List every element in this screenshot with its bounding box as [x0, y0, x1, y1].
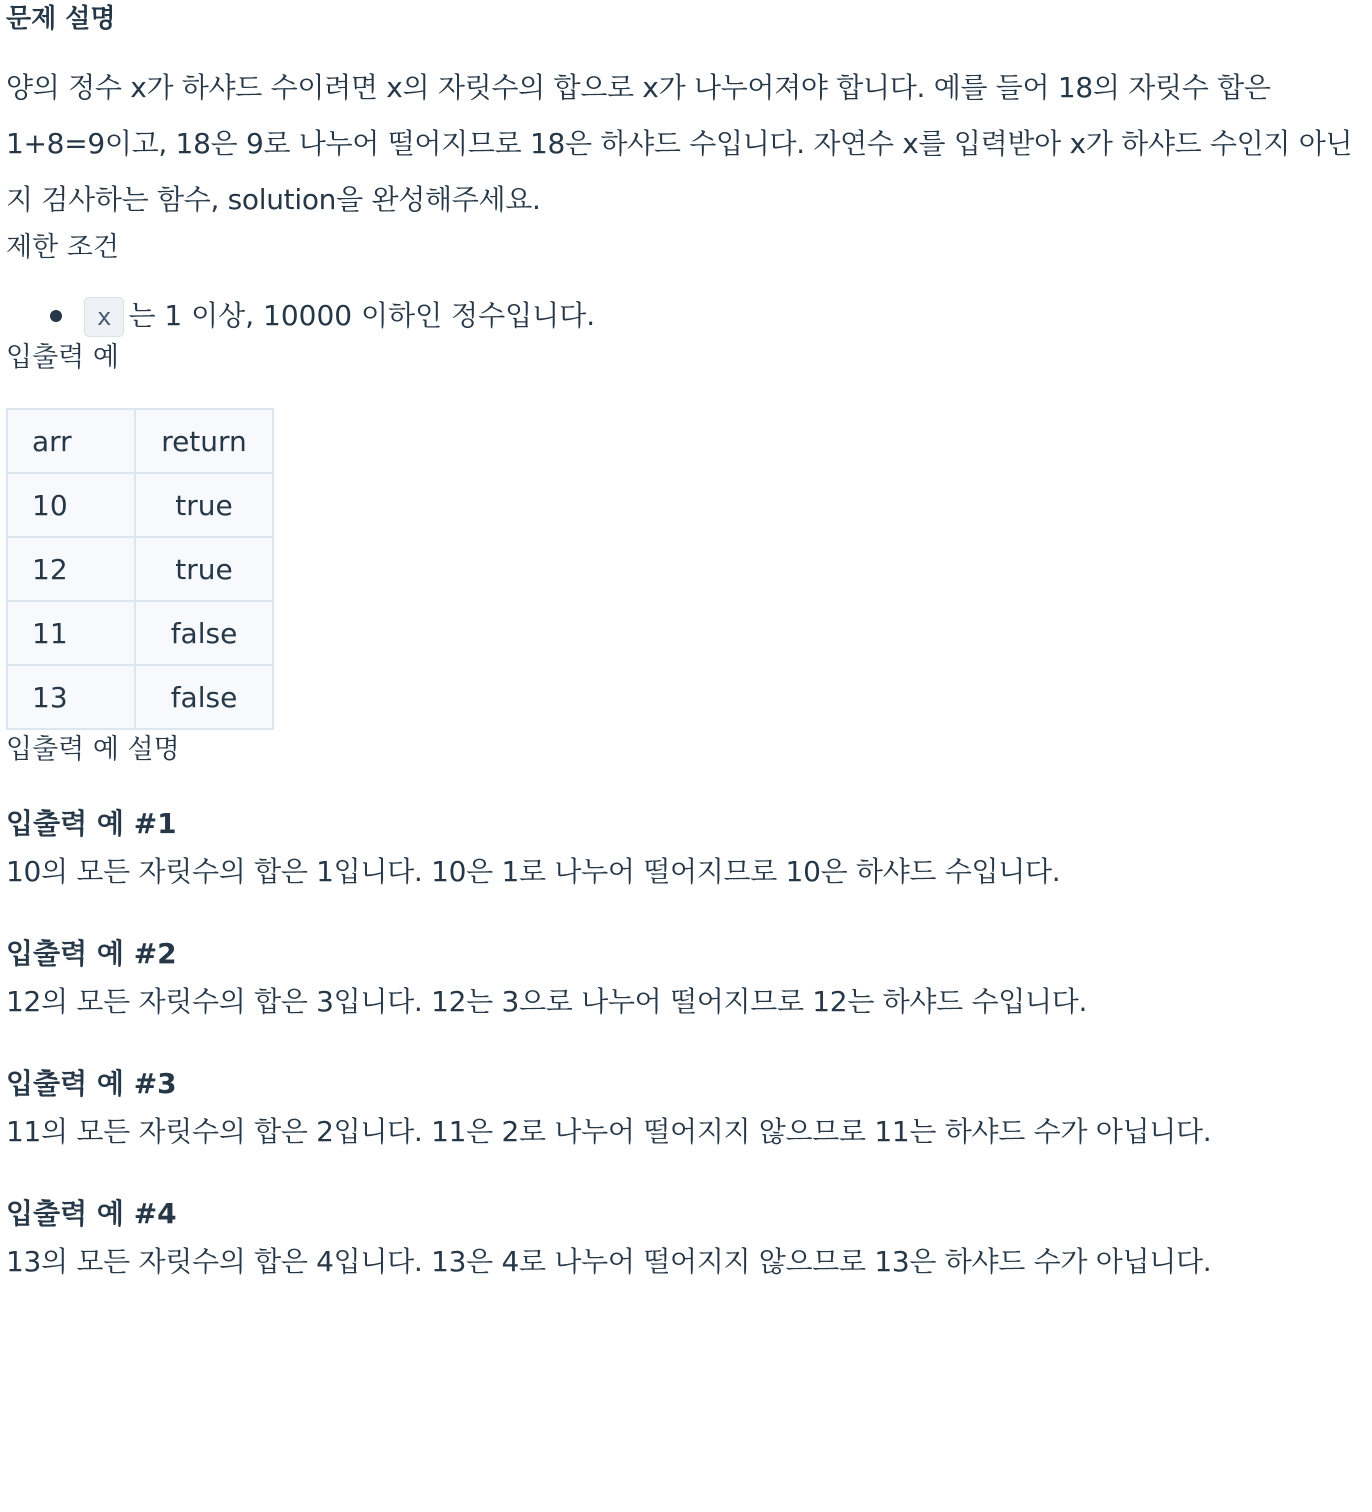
table-cell-return: true: [135, 537, 273, 601]
examples-title: 입출력 예: [6, 342, 119, 373]
table-row: [7, 601, 273, 665]
table-cell-arr: 13: [7, 665, 135, 729]
inline-code: x: [84, 297, 124, 337]
constraint-text: 는 1 이상, 10000 이하인 정수입니다.: [128, 299, 596, 332]
explanation-item: [6, 1194, 1372, 1290]
explanation-item: [6, 934, 1372, 1030]
table-row: [7, 665, 273, 729]
table-header-return: return: [135, 409, 273, 473]
constraints-title: 제한 조건: [6, 232, 119, 263]
constraints-list: [6, 294, 1372, 338]
table-cell-arr: 10: [7, 473, 135, 537]
table-header-row: [7, 409, 273, 473]
examples-table: [6, 408, 274, 730]
explanation-title: 입출력 예 #1: [6, 807, 177, 840]
table-header-arr: arr: [7, 409, 135, 473]
table-cell-arr: 11: [7, 601, 135, 665]
problem-description: 양의 정수 x가 하샤드 수이려면 x의 자릿수의 합으로 x가 나누어져야 합니다. 예를 들어 18의 자릿수 합은 1+8=9이고, 18은 9로 나누어 떨어지므로 18은 하샤드 수입니다. 자연수 x를 입력받아 x가 하샤드 수인지 아닌지 검사하는 함수, solution을 완성해주세요.: [6, 71, 1353, 216]
table-cell-return: false: [135, 601, 273, 665]
explanation-text: 10의 모든 자릿수의 합은 1입니다. 10은 1로 나누어 떨어지므로 10은 하샤드 수입니다.: [6, 855, 1061, 888]
explanation-title: 입출력 예 #3: [6, 1067, 177, 1100]
constraint-item: [46, 294, 1372, 338]
explanation-title: 입출력 예 #2: [6, 937, 177, 970]
table-row: [7, 537, 273, 601]
table-cell-return: true: [135, 473, 273, 537]
table-row: [7, 473, 273, 537]
table-cell-arr: 12: [7, 537, 135, 601]
explanation-item: [6, 804, 1372, 900]
explanations-title: 입출력 예 설명: [6, 734, 180, 765]
explanation-text: 13의 모든 자릿수의 합은 4입니다. 13은 4로 나누어 떨어지지 않으므로 13은 하샤드 수가 아닙니다.: [6, 1245, 1212, 1278]
table-cell-return: false: [135, 665, 273, 729]
explanation-item: [6, 1064, 1372, 1160]
problem-title: 문제 설명: [6, 4, 116, 34]
explanation-text: 12의 모든 자릿수의 합은 3입니다. 12는 3으로 나누어 떨어지므로 12는 하샤드 수입니다.: [6, 985, 1088, 1018]
explanation-text: 11의 모든 자릿수의 합은 2입니다. 11은 2로 나누어 떨어지지 않으므로 11는 하샤드 수가 아닙니다.: [6, 1115, 1212, 1148]
bullet-icon: [50, 310, 62, 322]
explanation-title: 입출력 예 #4: [6, 1197, 177, 1230]
